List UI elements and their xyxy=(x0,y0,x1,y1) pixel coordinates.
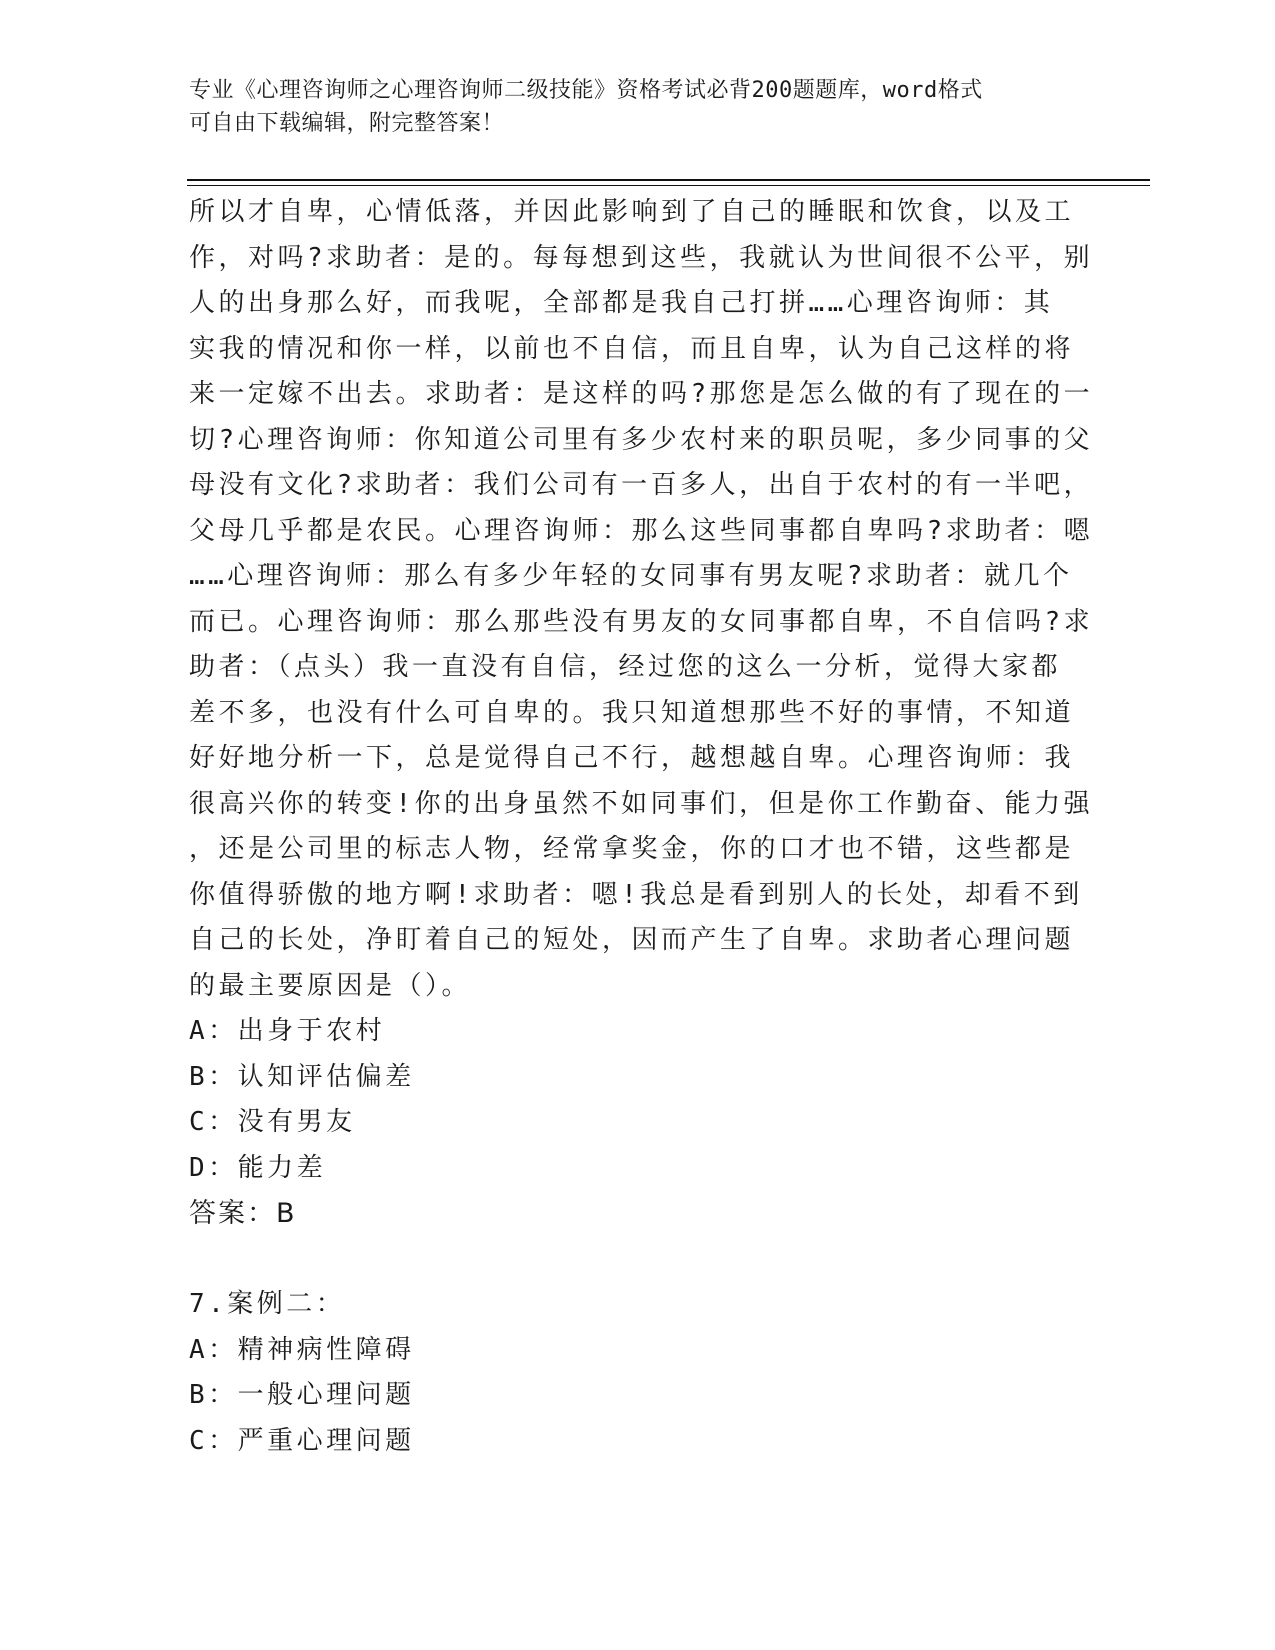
option-d: D：能力差 xyxy=(189,1152,327,1183)
question-6-options xyxy=(189,1009,1089,1191)
stem-line: 很高兴你的转变!你的出身虽然不如同事们，但是你工作勤奋、能力强 xyxy=(189,788,1094,819)
header-title-line-1: 专业《心理咨询师之心理咨询师二级技能》资格考试必背200题题库，word格式 xyxy=(189,78,983,103)
stem-line: 的最主要原因是（）。 xyxy=(189,970,472,1001)
header-title-line-2: 可自由下载编辑，附完整答案！ xyxy=(189,111,505,136)
spacer xyxy=(189,1237,1089,1283)
stem-line: 人的出身那么好，而我呢，全部都是我自己打拼……心理咨询师：其 xyxy=(189,288,1054,318)
stem-line: 实我的情况和你一样，以前也不自信，而且自卑，认为自己这样的将 xyxy=(189,333,1075,364)
stem-line: 母没有文化?求助者：我们公司有一百多人，出自于农村的有一半吧， xyxy=(189,470,1094,500)
stem-line: 父母几乎都是农民。心理咨询师：那么这些同事都自卑吗?求助者：嗯 xyxy=(189,515,1094,546)
header-divider-thick xyxy=(187,179,1150,181)
stem-line: 而已。心理咨询师：那么那些没有男友的女同事都自卑，不自信吗?求 xyxy=(189,606,1094,637)
option-b: B：认知评估偏差 xyxy=(189,1061,415,1092)
stem-line: ……心理咨询师：那么有多少年轻的女同事有男友呢?求助者：就几个 xyxy=(189,561,1073,591)
option-a: A：出身于农村 xyxy=(189,1016,386,1046)
option-a: A：精神病性障碍 xyxy=(189,1334,415,1365)
option-c: C：没有男友 xyxy=(189,1107,356,1137)
document-body xyxy=(189,190,1094,1464)
stem-line: 作，对吗?求助者：是的。每每想到这些，我就认为世间很不公平，别 xyxy=(189,242,1094,273)
question-7 xyxy=(189,1282,1089,1464)
stem-line: 自己的长处，净盯着自己的短处，因而产生了自卑。求助者心理问题 xyxy=(189,925,1075,955)
option-c: C：严重心理问题 xyxy=(189,1425,415,1456)
stem-line: 好好地分析一下，总是觉得自己不行，越想越自卑。心理咨询师：我 xyxy=(189,743,1075,773)
stem-line: ，还是公司里的标志人物，经常拿奖金，你的口才也不错，这些都是 xyxy=(189,834,1075,864)
stem-line: 切?心理咨询师：你知道公司里有多少农村来的职员呢，多少同事的父 xyxy=(189,424,1094,455)
question-6-answer: 答案：B xyxy=(189,1198,297,1229)
stem-line: 差不多，也没有什么可自卑的。我只知道想那些不好的事情，不知道 xyxy=(189,697,1075,728)
option-b: B：一般心理问题 xyxy=(189,1380,415,1410)
question-7-stem: 7.案例二： xyxy=(189,1289,346,1319)
document-header xyxy=(189,74,1089,140)
stem-line: 来一定嫁不出去。求助者：是这样的吗?那您是怎么做的有了现在的一 xyxy=(189,379,1094,409)
header-divider-thin xyxy=(187,185,1150,186)
question-6-stem xyxy=(189,190,1094,1009)
stem-line: 你值得骄傲的地方啊!求助者：嗯!我总是看到别人的长处，却看不到 xyxy=(189,879,1083,910)
stem-line: 所以才自卑，心情低落，并因此影响到了自己的睡眠和饮食，以及工 xyxy=(189,197,1075,227)
stem-line: 助者：（点头）我一直没有自信，经过您的这么一分析，觉得大家都 xyxy=(189,652,1062,682)
